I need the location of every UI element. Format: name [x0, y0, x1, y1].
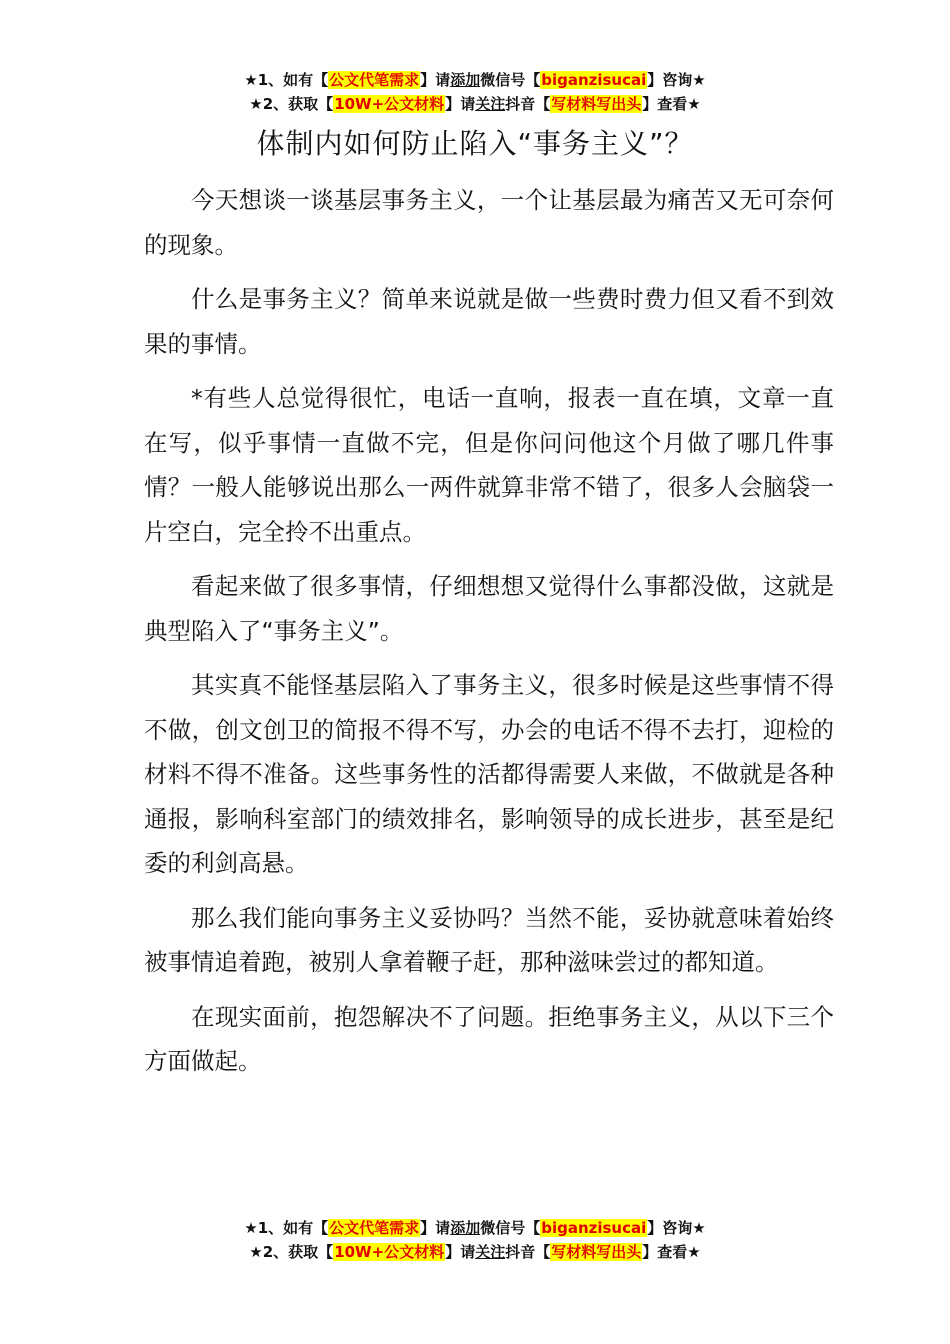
banner-text: 微信号【 [480, 71, 541, 89]
page-title: 体制内如何防止陷入“事务主义”？ [256, 127, 694, 160]
wechat-id: biganzisucai [541, 1219, 647, 1237]
banner-text: 】咨询★ [647, 1219, 706, 1237]
highlight-text: 公文代笔需求 [329, 71, 420, 89]
banner-text: 】请 [420, 1219, 451, 1237]
banner-text: 】请 [445, 95, 476, 113]
banner-line-2 [0, 92, 950, 116]
highlight-text: 10W+公文材料 [334, 95, 445, 113]
paragraph: 在现实面前，抱怨解决不了问题。拒绝事务主义，从以下三个方面做起。 [144, 1002, 834, 1075]
paragraph: 其实真不能怪基层陷入了事务主义，很多时候是这些事情不得不做，创文创卫的简报不得不写，办会的电话不得不去打，迎检的材料不得不准备。这些事务性的活都得需要人来做，不做就是各种通报，影响科室部门的绩效排名，影响领导的成长进步，甚至是纪委的利剑高悬。 [144, 671, 834, 877]
paragraph: *有些人总觉得很忙，电话一直响，报表一直在填，文章一直在写，似乎事情一直做不完，但是你问问他这个月做了哪几件事情？一般人能够说出那么一两件就算非常不错了，很多人会脑袋一片空白，完全拎不出重点。 [144, 384, 834, 546]
banner-text: 】查看★ [642, 1243, 701, 1261]
banner-text: 】请 [420, 71, 451, 89]
paragraph: 那么我们能向事务主义妥协吗？当然不能，妥协就意味着始终被事情追着跑，被别人拿着鞭子赶，那种滋味尝过的都知道。 [144, 903, 834, 976]
banner-text: 1、如有【 [257, 71, 329, 89]
banner-text: 微信号【 [480, 1219, 541, 1237]
banner-text: 2、获取【 [262, 1243, 334, 1261]
banner-text: 】咨询★ [647, 71, 706, 89]
article-body [144, 178, 834, 1094]
footer-banner [0, 1216, 950, 1264]
header-banner [0, 68, 950, 116]
paragraph: 什么是事务主义？简单来说就是做一些费时费力但又看不到效果的事情。 [144, 285, 834, 358]
banner-text: 】查看★ [642, 95, 701, 113]
douyin-account: 写材料写出头 [551, 95, 642, 113]
banner-text: 】请 [445, 1243, 476, 1261]
star-icon: ★ [244, 1219, 258, 1237]
highlight-text: 10W+公文材料 [334, 1243, 445, 1261]
banner-text: 1、如有【 [257, 1219, 329, 1237]
underlined-text: 添加 [450, 1219, 481, 1237]
banner-line-2 [0, 1240, 950, 1264]
douyin-account: 写材料写出头 [551, 1243, 642, 1261]
banner-text: 2、获取【 [262, 95, 334, 113]
paragraph: 看起来做了很多事情，仔细想想又觉得什么事都没做，这就是典型陷入了“事务主义”。 [144, 572, 834, 645]
highlight-text: 公文代笔需求 [329, 1219, 420, 1237]
banner-text: 抖音【 [505, 1243, 551, 1261]
underlined-text: 关注 [475, 95, 506, 113]
paragraph: 今天想谈一谈基层事务主义，一个让基层最为痛苦又无可奈何的现象。 [144, 186, 834, 259]
star-icon: ★ [249, 1243, 263, 1261]
underlined-text: 添加 [450, 71, 481, 89]
wechat-id: biganzisucai [541, 71, 647, 89]
banner-line-1 [0, 68, 950, 92]
star-icon: ★ [249, 95, 263, 113]
star-icon: ★ [244, 71, 258, 89]
underlined-text: 关注 [475, 1243, 506, 1261]
banner-line-1 [0, 1216, 950, 1240]
banner-text: 抖音【 [505, 95, 551, 113]
